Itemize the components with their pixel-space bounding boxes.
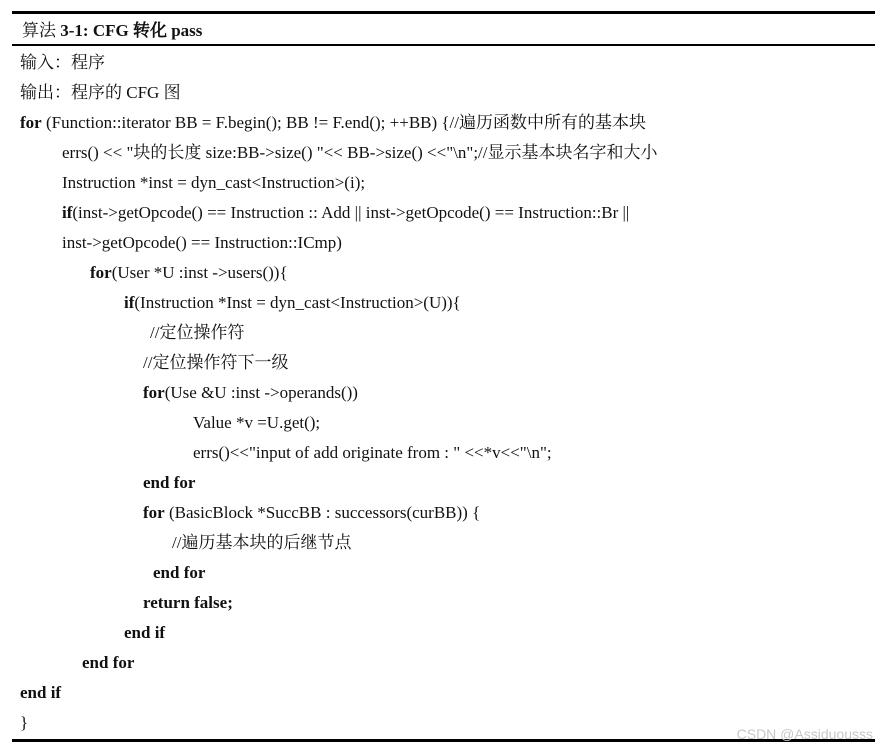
keyword: if	[62, 203, 73, 222]
code-line	[143, 472, 195, 494]
code-line	[20, 52, 105, 74]
code-line	[20, 82, 181, 104]
code-line	[62, 172, 365, 194]
code-text: (User *U :inst ->users()){	[111, 263, 288, 282]
code-text: (Function::iterator BB = F.begin(); BB != F.end(); ++BB) {//遍历函数中所有的基本块	[41, 113, 647, 132]
keyword: if	[124, 293, 135, 312]
code-line	[193, 412, 320, 434]
keyword: for	[143, 503, 165, 522]
code-line	[20, 112, 646, 134]
code-line	[62, 232, 342, 254]
algorithm-label: 算法	[22, 21, 56, 40]
code-line	[143, 382, 358, 404]
watermark: CSDN @Assiduousss	[736, 726, 873, 742]
code-text: //遍历基本块的后继节点	[172, 533, 352, 552]
algorithm-name: CFG 转化 pass	[92, 21, 203, 40]
keyword: end for	[82, 653, 135, 672]
code-line	[153, 562, 205, 584]
code-text: 输入：程序	[20, 53, 105, 72]
keyword: for	[90, 263, 112, 282]
code-line	[124, 622, 165, 644]
keyword: end if	[124, 623, 166, 642]
keyword: for	[20, 113, 42, 132]
code-line	[62, 202, 629, 224]
code-text: errs()<<"input of add originate from : " <<*v<<"\n";	[193, 443, 552, 462]
code-line	[82, 652, 134, 674]
code-text: 输出：程序的 CFG 图	[20, 83, 181, 102]
code-text: Value *v =U.get();	[193, 413, 321, 432]
code-text: inst->getOpcode() == Instruction::ICmp)	[62, 233, 342, 252]
code-text: (Instruction *Inst = dyn_cast<Instruction>(U)){	[134, 293, 461, 312]
code-line	[20, 682, 61, 704]
code-line	[172, 532, 351, 554]
code-text: //定位操作符	[150, 323, 245, 342]
code-line	[143, 352, 288, 374]
keyword: end if	[20, 683, 62, 702]
keyword: end for	[153, 563, 206, 582]
code-line	[124, 292, 461, 314]
keyword: return false;	[143, 593, 233, 612]
keyword: end for	[143, 473, 196, 492]
algorithm-number: 3-1:	[60, 21, 89, 40]
code-line	[90, 262, 288, 284]
code-text: (Use &U :inst ->operands())	[164, 383, 358, 402]
code-text: errs() << "块的长度 size:BB->size() "<< BB->size() <<"\n";//显示基本块名字和大小	[62, 143, 658, 162]
top-rule	[12, 11, 875, 14]
code-line	[20, 712, 28, 734]
code-text: (inst->getOpcode() == Instruction :: Add || inst->getOpcode() == Instruction::Br ||	[72, 203, 630, 222]
code-line	[143, 502, 480, 524]
header-rule	[12, 44, 875, 46]
code-line	[150, 322, 244, 344]
code-text: }	[20, 713, 29, 732]
keyword: for	[143, 383, 165, 402]
code-line	[193, 442, 552, 464]
code-text: (BasicBlock *SuccBB : successors(curBB)) {	[164, 503, 481, 522]
code-text: //定位操作符下一级	[143, 353, 289, 372]
code-text: Instruction *inst = dyn_cast<Instruction>(i);	[62, 173, 366, 192]
code-line	[62, 142, 658, 164]
algorithm-title	[22, 20, 202, 42]
code-line	[143, 592, 233, 614]
